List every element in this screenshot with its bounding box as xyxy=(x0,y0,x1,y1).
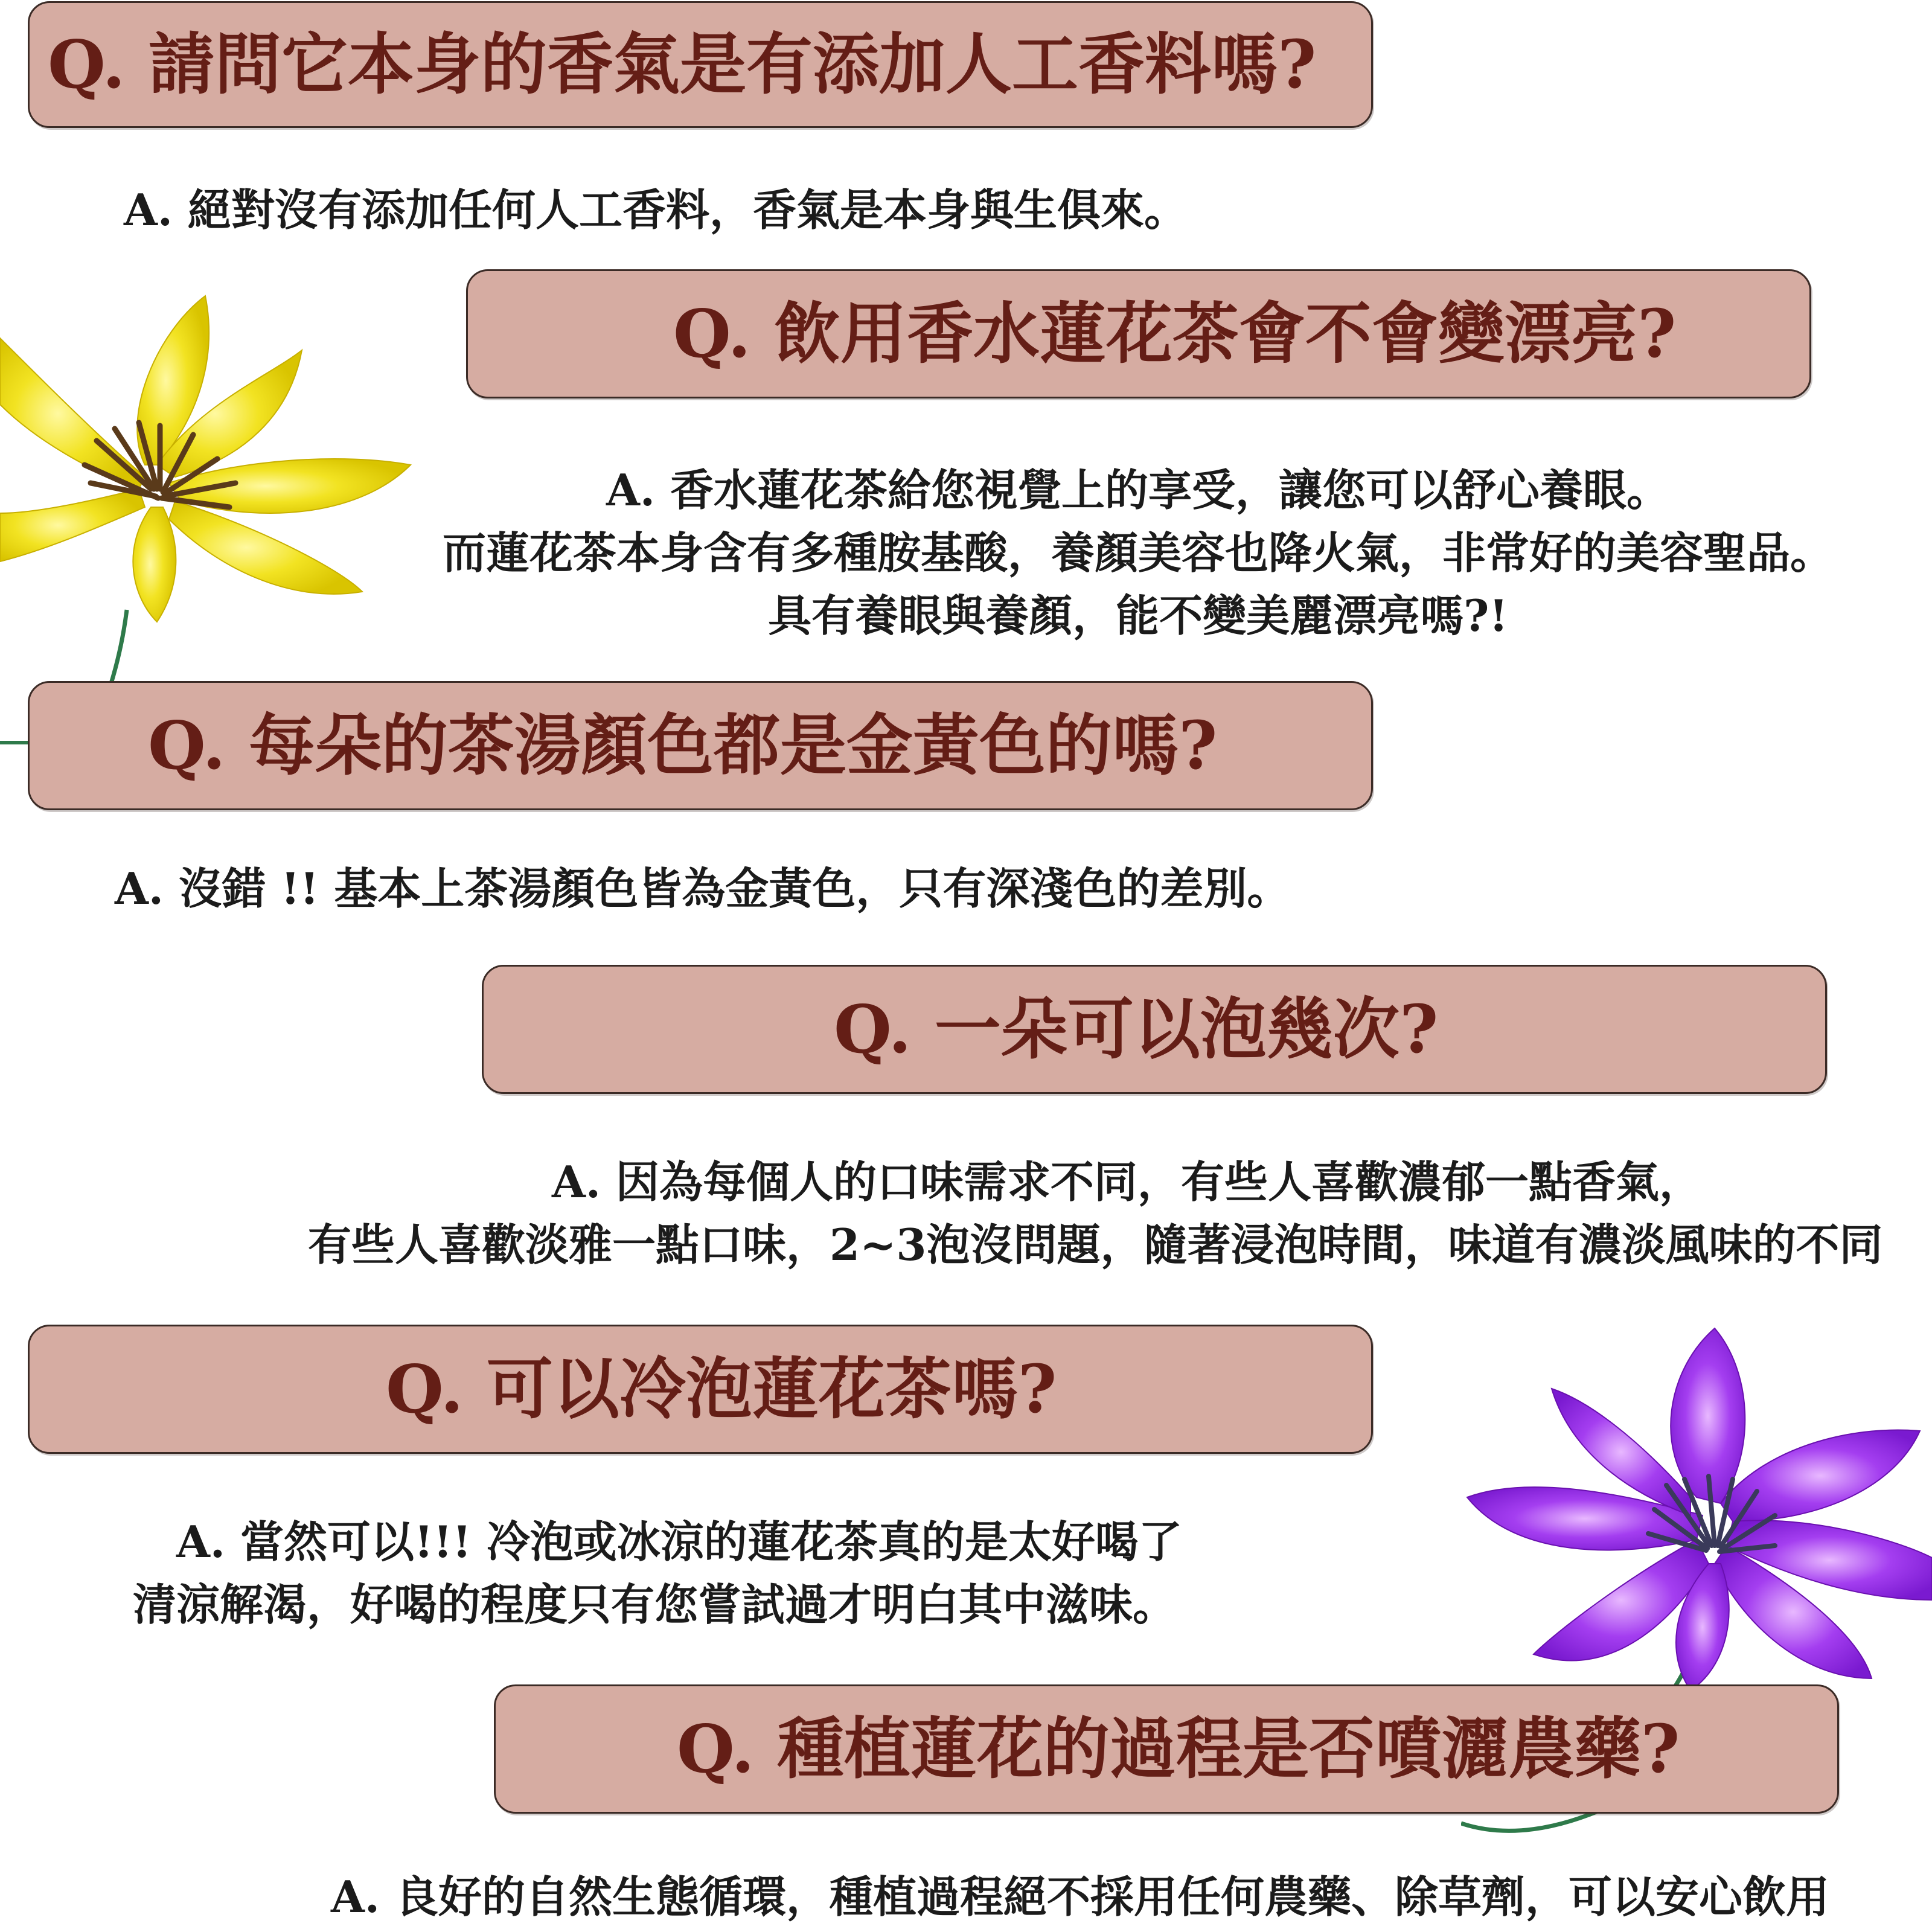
question-box-1 xyxy=(28,1,1373,128)
answer-line: 有些人喜歡淡雅一點口味，2~3泡沒問題，隨著浸泡時間，味道有濃淡風味的不同 xyxy=(308,1219,1883,1270)
question-box-2 xyxy=(466,269,1811,398)
question-box-4 xyxy=(482,965,1827,1094)
answer-block-5 xyxy=(133,1511,1182,1636)
answer-block-3 xyxy=(115,857,1290,920)
answer-line: 而蓮花茶本身含有多種胺基酸，養顏美容也降火氣，非常好的美容聖品。 xyxy=(442,527,1834,578)
question-text: Q. 一朵可以泡幾次? xyxy=(834,990,1439,1068)
answer-line: A. 良好的自然生態循環，種植過程絕不採用任何農藥、除草劑，可以安心飲用 xyxy=(331,1871,1829,1922)
answer-block-2 xyxy=(380,459,1896,647)
question-box-6 xyxy=(494,1684,1839,1814)
answer-line: A. 絕對沒有添加任何人工香料，香氣是本身與生俱來。 xyxy=(124,184,1188,235)
answer-line: A. 香水蓮花茶給您視覺上的享受，讓您可以舒心養眼。 xyxy=(606,464,1670,516)
question-box-5 xyxy=(28,1325,1373,1454)
answer-line: 清涼解渴，好喝的程度只有您嘗試過才明白其中滋味。 xyxy=(133,1579,1177,1630)
answer-line: A. 因為每個人的口味需求不同，有些人喜歡濃郁一點香氣， xyxy=(552,1156,1703,1208)
question-text: Q. 飲用香水蓮花茶會不會變漂亮? xyxy=(673,295,1677,373)
answer-block-4 xyxy=(308,1151,1883,1276)
question-text: Q. 每朵的茶湯顏色都是金黃色的嗎? xyxy=(148,706,1218,784)
answer-line: A. 沒錯 !! 基本上茶湯顏色皆為金黃色，只有深淺色的差別。 xyxy=(115,863,1291,914)
answer-line: 具有養眼與養顏，能不變美麗漂亮嗎?! xyxy=(768,590,1508,641)
answer-line: A. 當然可以!!! 冷泡或冰涼的蓮花茶真的是太好喝了 xyxy=(176,1516,1182,1567)
question-text: Q. 種植蓮花的過程是否噴灑農藥? xyxy=(677,1710,1680,1788)
question-text: Q. 請問它本身的香氣是有添加人工香料嗎? xyxy=(48,25,1317,103)
answer-block-1 xyxy=(124,179,1188,242)
answer-block-6 xyxy=(331,1866,1829,1928)
question-text: Q. 可以冷泡蓮花茶嗎? xyxy=(386,1350,1057,1428)
question-box-3 xyxy=(28,681,1373,810)
